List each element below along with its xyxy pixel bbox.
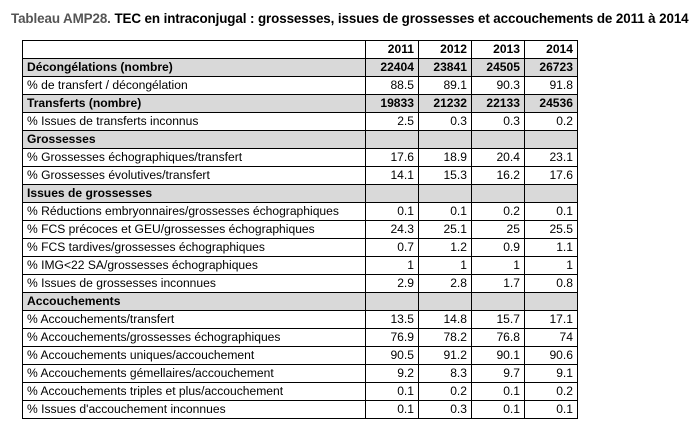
row-label: % Grossesses évolutives/transfert	[23, 167, 366, 185]
results-table	[22, 40, 578, 419]
table-body	[23, 59, 578, 419]
value-cell: 74	[525, 329, 578, 347]
value-cell	[472, 293, 525, 311]
value-cell: 0.1	[525, 203, 578, 221]
value-cell: 1.1	[525, 239, 578, 257]
value-cell: 1	[472, 257, 525, 275]
row-label: Décongélations (nombre)	[23, 59, 366, 77]
value-cell: 24536	[525, 95, 578, 113]
row-label: % Grossesses échographiques/transfert	[23, 149, 366, 167]
row-label: % Réductions embryonnaires/grossesses échographiques	[23, 203, 366, 221]
table-row	[23, 311, 578, 329]
table-row	[23, 113, 578, 131]
value-cell: 89.1	[419, 77, 472, 95]
table-row	[23, 59, 578, 77]
value-cell: 0.3	[419, 401, 472, 419]
caption-label: Tableau AMP28.	[11, 11, 111, 26]
table-row	[23, 95, 578, 113]
table-row	[23, 131, 578, 149]
table-row	[23, 347, 578, 365]
table-row	[23, 221, 578, 239]
value-cell: 0.7	[366, 239, 419, 257]
value-cell: 9.1	[525, 365, 578, 383]
value-cell: 22404	[366, 59, 419, 77]
value-cell: 88.5	[366, 77, 419, 95]
value-cell: 2.9	[366, 275, 419, 293]
value-cell: 15.7	[472, 311, 525, 329]
value-cell: 20.4	[472, 149, 525, 167]
table-row	[23, 149, 578, 167]
value-cell	[525, 293, 578, 311]
value-cell: 23841	[419, 59, 472, 77]
value-cell: 24.3	[366, 221, 419, 239]
value-cell: 25.5	[525, 221, 578, 239]
value-cell: 9.2	[366, 365, 419, 383]
value-cell: 90.3	[472, 77, 525, 95]
row-label: % FCS tardives/grossesses échographiques	[23, 239, 366, 257]
caption-title: TEC en intraconjugal : grossesses, issues de grossesses et accouchements de 2011 à 2014	[114, 11, 689, 26]
table-row	[23, 167, 578, 185]
value-cell: 76.8	[472, 329, 525, 347]
row-label: Issues de grossesses	[23, 185, 366, 203]
row-label: Grossesses	[23, 131, 366, 149]
value-cell: 19833	[366, 95, 419, 113]
value-cell: 0.2	[525, 383, 578, 401]
value-cell: 90.1	[472, 347, 525, 365]
value-cell: 0.2	[419, 383, 472, 401]
value-cell	[419, 293, 472, 311]
value-cell	[525, 131, 578, 149]
value-cell: 0.9	[472, 239, 525, 257]
header-row	[23, 41, 578, 59]
table-row	[23, 365, 578, 383]
value-cell	[419, 131, 472, 149]
value-cell: 17.1	[525, 311, 578, 329]
value-cell: 91.8	[525, 77, 578, 95]
value-cell	[366, 185, 419, 203]
table-row	[23, 275, 578, 293]
row-label: % de transfert / décongélation	[23, 77, 366, 95]
year-header: 2014	[525, 41, 578, 59]
value-cell: 90.5	[366, 347, 419, 365]
row-label: % Accouchements/transfert	[23, 311, 366, 329]
value-cell	[525, 185, 578, 203]
value-cell: 9.7	[472, 365, 525, 383]
value-cell: 2.5	[366, 113, 419, 131]
value-cell: 0.1	[366, 203, 419, 221]
value-cell: 0.1	[525, 401, 578, 419]
value-cell: 13.5	[366, 311, 419, 329]
value-cell: 0.1	[472, 383, 525, 401]
row-label: % Issues d'accouchement inconnues	[23, 401, 366, 419]
row-label: % Accouchements gémellaires/accouchement	[23, 365, 366, 383]
row-label: % Accouchements/grossesses échographiques	[23, 329, 366, 347]
value-cell: 76.9	[366, 329, 419, 347]
value-cell	[366, 293, 419, 311]
value-cell: 14.1	[366, 167, 419, 185]
value-cell: 18.9	[419, 149, 472, 167]
table-row	[23, 77, 578, 95]
value-cell: 23.1	[525, 149, 578, 167]
row-label: % Accouchements uniques/accouchement	[23, 347, 366, 365]
value-cell: 0.3	[472, 113, 525, 131]
table-row	[23, 203, 578, 221]
value-cell: 0.1	[366, 383, 419, 401]
value-cell: 1	[366, 257, 419, 275]
value-cell: 25.1	[419, 221, 472, 239]
value-cell	[419, 185, 472, 203]
year-header: 2012	[419, 41, 472, 59]
table-caption	[11, 11, 689, 26]
row-label: % Issues de transferts inconnus	[23, 113, 366, 131]
value-cell: 25	[472, 221, 525, 239]
value-cell: 8.3	[419, 365, 472, 383]
value-cell: 0.1	[472, 401, 525, 419]
value-cell	[472, 185, 525, 203]
value-cell: 90.6	[525, 347, 578, 365]
value-cell: 1.2	[419, 239, 472, 257]
year-header: 2013	[472, 41, 525, 59]
value-cell: 78.2	[419, 329, 472, 347]
value-cell: 0.8	[525, 275, 578, 293]
table-row	[23, 239, 578, 257]
value-cell: 0.1	[419, 203, 472, 221]
row-label: % IMG<22 SA/grossesses échographiques	[23, 257, 366, 275]
year-header: 2011	[366, 41, 419, 59]
value-cell: 0.2	[525, 113, 578, 131]
row-label: Accouchements	[23, 293, 366, 311]
value-cell: 1	[525, 257, 578, 275]
table-row	[23, 383, 578, 401]
value-cell: 26723	[525, 59, 578, 77]
row-label: Transferts (nombre)	[23, 95, 366, 113]
table-row	[23, 185, 578, 203]
value-cell: 0.1	[366, 401, 419, 419]
value-cell: 91.2	[419, 347, 472, 365]
row-label: % Issues de grossesses inconnues	[23, 275, 366, 293]
value-cell: 1.7	[472, 275, 525, 293]
value-cell: 2.8	[419, 275, 472, 293]
value-cell: 21232	[419, 95, 472, 113]
value-cell: 17.6	[525, 167, 578, 185]
value-cell: 14.8	[419, 311, 472, 329]
value-cell: 0.3	[419, 113, 472, 131]
value-cell: 22133	[472, 95, 525, 113]
value-cell: 1	[419, 257, 472, 275]
value-cell: 15.3	[419, 167, 472, 185]
value-cell	[472, 131, 525, 149]
header-corner-cell	[23, 41, 366, 59]
row-label: % FCS précoces et GEU/grossesses échographiques	[23, 221, 366, 239]
table-row	[23, 401, 578, 419]
table-row	[23, 293, 578, 311]
table-row	[23, 257, 578, 275]
value-cell: 16.2	[472, 167, 525, 185]
value-cell: 17.6	[366, 149, 419, 167]
value-cell: 24505	[472, 59, 525, 77]
row-label: % Accouchements triples et plus/accouchement	[23, 383, 366, 401]
value-cell: 0.2	[472, 203, 525, 221]
table-row	[23, 329, 578, 347]
value-cell	[366, 131, 419, 149]
